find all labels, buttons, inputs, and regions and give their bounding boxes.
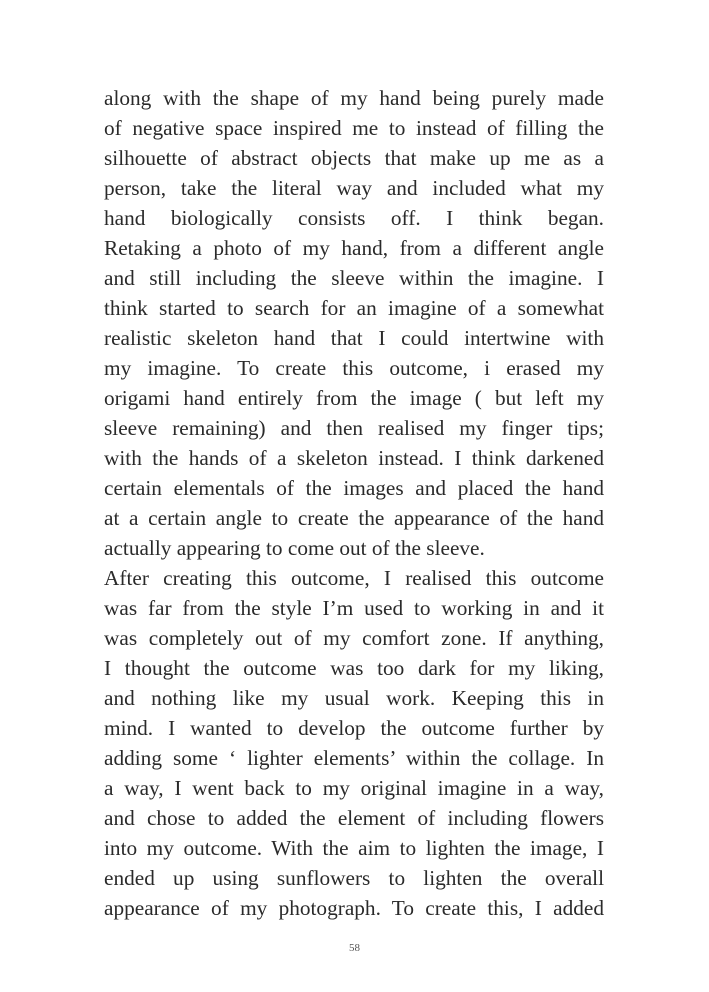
body-text (104, 83, 604, 923)
page-number: 58 (349, 942, 360, 954)
text-line: silhouette of abstract objects that make up me as a (104, 146, 604, 170)
text-line: ended up using sunflowers to lighten the overall (104, 866, 604, 890)
text-line: hand biologically consists off. I think began. (104, 206, 604, 230)
text-line: a way, I went back to my original imagine in a way, (104, 776, 604, 800)
text-line: along with the shape of my hand being purely made (104, 86, 604, 110)
text-line: think started to search for an imagine of a somewhat (104, 296, 604, 320)
text-line: and still including the sleeve within the imagine. I (104, 266, 604, 290)
paragraph-1 (104, 83, 604, 563)
text-line: into my outcome. With the aim to lighten the image, I (104, 836, 604, 860)
text-line: certain elementals of the images and placed the hand (104, 476, 604, 500)
text-line: and chose to added the element of including flowers (104, 806, 604, 830)
text-line: After creating this outcome, I realised this outcome (104, 566, 604, 590)
text-line: mind. I wanted to develop the outcome further by (104, 716, 604, 740)
text-line: origami hand entirely from the image ( but left my (104, 386, 604, 410)
text-line: person, take the literal way and included what my (104, 176, 604, 200)
text-line: I thought the outcome was too dark for my liking, (104, 656, 604, 680)
paragraph-2 (104, 563, 604, 923)
text-line: at a certain angle to create the appearance of the hand (104, 506, 604, 530)
text-line: sleeve remaining) and then realised my finger tips; (104, 416, 604, 440)
text-line: and nothing like my usual work. Keeping this in (104, 686, 604, 710)
text-line: of negative space inspired me to instead of filling the (104, 116, 604, 140)
text-line: actually appearing to come out of the sleeve. (104, 536, 485, 560)
text-line: appearance of my photograph. To create this, I added (104, 896, 604, 920)
text-line: adding some ‘ lighter elements’ within the collage. In (104, 746, 604, 770)
text-line: was completely out of my comfort zone. If anything, (104, 626, 604, 650)
text-line: was far from the style I’m used to working in and it (104, 596, 604, 620)
text-line: with the hands of a skeleton instead. I think darkened (104, 446, 604, 470)
text-line: realistic skeleton hand that I could intertwine with (104, 326, 604, 350)
text-line: my imagine. To create this outcome, i erased my (104, 356, 604, 380)
text-line: Retaking a photo of my hand, from a different angle (104, 236, 604, 260)
